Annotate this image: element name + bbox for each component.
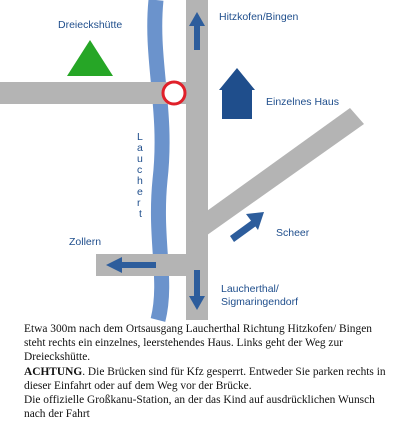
river-letter: t — [139, 208, 142, 220]
river-letter: h — [137, 175, 143, 187]
directions-paragraph-2 — [24, 365, 390, 393]
label-dreieckshuette: Dreieckshütte — [58, 19, 123, 31]
arrow-scheer-icon — [230, 212, 264, 242]
house-icon — [219, 68, 255, 119]
hut-triangle-icon — [67, 40, 113, 76]
directions-paragraph-1: Etwa 300m nach dem Ortsausgang Laucherthal Richtung Hitzkofen/ Bingen steht rechts ein einzelnes, leerstehendes Haus. Links geht der Weg zur Dreieckshütte. — [24, 323, 372, 364]
label-hitzkofen: Hitzkofen/Bingen — [219, 11, 299, 23]
label-laucherthal-2: Sigmaringendorf — [221, 296, 299, 308]
river-letter: a — [137, 142, 143, 154]
label-scheer: Scheer — [276, 227, 310, 239]
warning-label: ACHTUNG — [24, 365, 83, 378]
label-zollern: Zollern — [69, 236, 102, 248]
river-letter: u — [137, 153, 143, 165]
warning-text: . Die Brücken sind für Kfz gesperrt. Entweder Sie parken rechts in dieser Einfahrt oder auf dem Weg vor der Brücke. — [24, 365, 386, 392]
river-letter: r — [137, 197, 141, 209]
label-einzelnes-haus: Einzelnes Haus — [266, 96, 339, 108]
river-letter: c — [137, 164, 143, 176]
label-laucherthal-1: Laucherthal/ — [221, 283, 279, 295]
river-letter: L — [137, 131, 143, 143]
bridge-marker-icon — [163, 82, 185, 104]
directions-text — [24, 322, 390, 421]
road-to-scheer — [186, 108, 364, 250]
directions-paragraph-3: Die offizielle Großkanu-Station, an der das Kind auf ausdrücklichen Wunsch nach der Fahrt — [24, 394, 375, 421]
label-river-lauchert — [137, 131, 143, 220]
river-letter: e — [137, 186, 143, 198]
